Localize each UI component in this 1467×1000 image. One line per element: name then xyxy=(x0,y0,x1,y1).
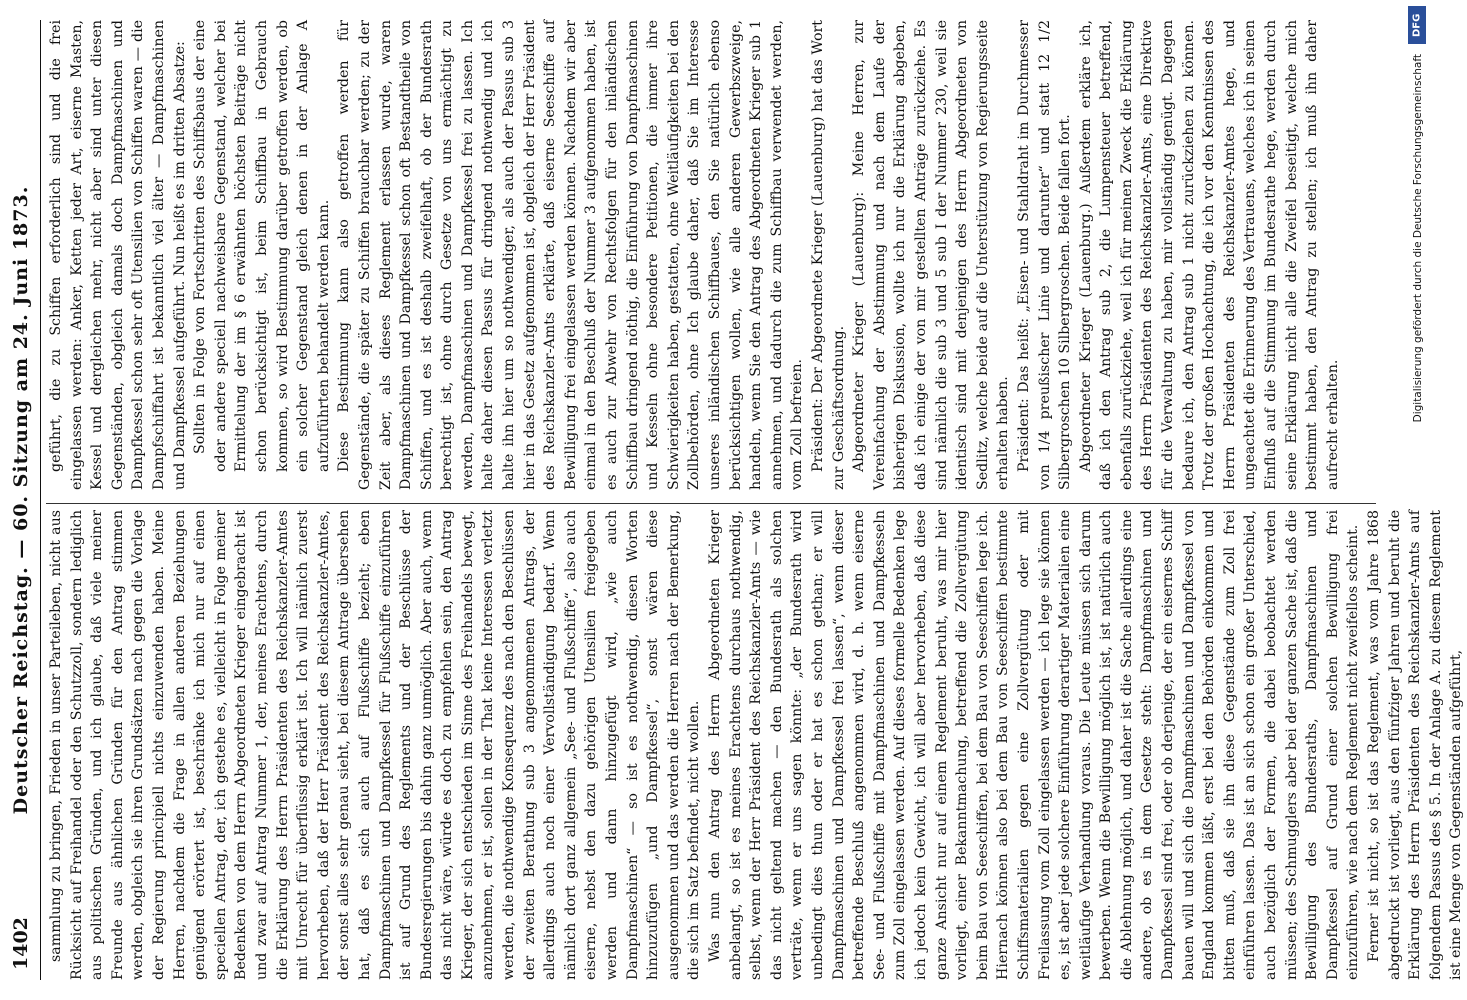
paragraph: sammlung zu bringen, Frieden in unser Parteileben, nicht aus Rücksicht auf Freihandel oder den Schutzzoll, sondern lediglich aus politischen Gründen, und ich glaube, daß viele meiner Freunde aus ähnlichen Gründen für den Antrag stimmen werden, obgleich sie ihren Grundsätzen nach gegen die Vorlage der Regierung principiell nichts einzuwenden haben. Meine Herren, nachdem die Frage in allen anderen Beziehungen genügend erörtert ist, beschränke ich mich nur auf einen speciellen Antrag, der, ich gestehe es, vielleicht in Folge meiner Bedenken von dem Herrn Abgeordneten Krieger eingebracht ist und zwar auf Antrag Nummer 1, der, meines Erachtens, durch die Erklärung des Herrn Präsidenten des Reichskanzler-Amtes mit Unrecht für überflüssig erklärt ist. Ich will nämlich zuerst hervorheben, daß der Herr Präsident des Reichskanzler-Amtes, der sonst alles sehr genau sieht, bei diesem Antrage übersehen hat, daß es sich auch auf Flußschiffe bezieht; eben Dampfmaschinen und Dampfkessel für Flußschiffe einzuführen ist auf Grund des Reglements und der Beschlüsse der Bundesregierungen bis dahin ganz unmöglich. Aber auch, wenn das nicht wäre, würde es doch zu empfehlen sein, den Antrag Krieger, der sich entschieden im Sinne des Freihandels bewegt, anzunehmen, er ist, sollen in der That keine Interessen verletzt werden, die nothwendige Konsequenz des nach den Beschlüssen der zweiten Berathung sub 3 angenommenen Antrags, der allerdings auch noch einer Vervollständigung bedarf. Wenn nämlich dort ganz allgemein „See- und Flußschiffe“, also auch eiserne, nebst den dazu gehörigen Utensilien freigegeben werden und dann hinzugefügt wird, „wie auch Dampfmaschinen“ — so ist es nothwendig, diesen Worten hinzuzufügen „und Dampfkessel“, sonst wären diese ausgenommen und das werden die Herren nach der Bemerkung, die sich im Satz befindet, nicht wollen. xyxy=(48,510,703,980)
paragraph: Präsident: Der Abgeordnete Krieger (Lauenburg) hat das Wort zur Geschäftsordnung. xyxy=(809,20,847,490)
column-divider xyxy=(46,503,1376,504)
paragraph: Präsident: Das heißt: „Eisen- und Stahldraht im Durchmesser von 1/4 preußischer Linie und darunter“ und statt 12 1/2 Silbergroschen 10 Silbergroschen. Beide fallen fort. xyxy=(1015,20,1074,490)
page-header xyxy=(8,20,38,980)
left-column xyxy=(46,510,1465,980)
dfg-logo-icon: DFG xyxy=(1408,6,1426,44)
paragraph: Was nun den Antrag des Herrn Abgeordneten Krieger anbelangt, so ist es meines Erachtens durchaus nothwendig, selbst, wenn der Herr Präsident des Reichskanzler-Amts — wie das nicht geltend machen — den Bundesrath als solchen verträte, wenn er uns sagen könnte: „der Bundesrath wird unbedingt dies thun oder er hat es schon gethan; er will Dampfmaschinen und Dampfkessel frei lassen“, wenn dieser betreffende Beschluß angenommen wird, d. h. wenn eiserne See- und Flußschiffe mit Dampfmaschinen und Dampfkesseln zum Zoll eingelassen werden. Auf dieses formelle Bedenken lege ich jedoch kein Gewicht, ich will aber hervorheben, daß diese ganze Ansicht nur auf einem Reglement beruht, was mir hier vorliegt, einer Bekanntmachung, betreffend die Zollvergütung beim Bau von Seeschiffen, bei dem Bau von Seeschiffen lege ich. Hiernach können also bei dem Bau von Seeschiffen bestimmte Schiffsmaterialien gegen eine Zollvergütung oder mit Freilassung vom Zoll eingelassen werden — ich lege sie können es, ist aber jede solchere Einführung derartiger Materialien eine weitläufige Verhandlung voraus. Die Leute müssen sich darum bewerben. Wenn die Bewilligung möglich ist, ist natürlich auch die Ablehnung möglich, und daher ist die Sache allerdings eine andere, ob es in dem Gesetze steht: Dampfmaschinen und Dampfkessel sind frei, oder ob derjenige, der ein eisernes Schiff bauen will und sich die Dampfmaschinen und Dampfkessel von England kommen läßt, erst bei den Behörden einkommen und bitten muß, daß sie ihn diese Gegenstände zum Zoll frei einführen lassen. Das ist an sich schon ein großer Unterschied, auch bezüglich der Formen, die dabei beobachtet werden müssen; des Schmugglers aber bei der ganzen Sache ist, daß die Bewilligung des Bundesraths, Dampfmaschinen und Dampfkessel auf Grund einer solchen Bewilligung frei einzuführen, wie nach dem Reglement nicht zweifellos scheint. xyxy=(707,510,1362,980)
paragraph: Diese Bestimmung kann also getroffen werden für Gegenstände, die später zu Schiffen brauchbar werden; zu der Zeit aber, als dieses Reglement erlassen wurde, waren Dampfmaschinen und Dampfkessel schon oft Bestandtheile von Schiffen, und es ist deshalb zweifelhaft, ob der Bundesrath berechtigt ist, ohne durch Gesetze von uns ermächtigt zu werden, Dampfmaschinen und Dampfkessel frei zu lassen. Ich halte daher diesen Passus für dringend nothwendig und ich halte ihn hier um so nothwendiger, als auch der Passus sub 3 hier in das Gesetz aufgenommen ist, obgleich der Herr Präsident des Reichskanzler-Amts erklärte, daß eiserne Seeschiffe auf Bewilligung frei eingelassen werden können. Nachdem wir aber einmal in den Beschluß der Nummer 3 aufgenommen haben, ist es auch zur Abwehr von Rechtsfolgen für den inländischen Schiffbau dringend nöthig, die Einführung von Dampfmaschinen und Kesseln ohne besondere Petitionen, die immer ihre Schwierigkeiten haben, gestatten, ohne Weitläufigkeiten bei den Zollbehörden, ohne Ich glaube daher, daß Sie im Interesse unseres inländischen Schiffbaues, den Sie natürlich ebenso berücksichtigen wollen, wie alle anderen Gewerbszweige, handeln, wenn Sie den Antrag des Abgeordneten Krieger sub 1 annehmen, und dadurch die zum Schiffbau verwendet werden, vom Zoll befreien. xyxy=(336,20,806,490)
running-title: Deutscher Reichstag. — 60. Sitzung am 24. Juni 1873. xyxy=(10,185,32,815)
right-column xyxy=(46,20,1386,490)
paragraph: Abgeordneter Krieger (Lauenburg.) Außerdem erkläre ich, daß ich den Antrag sub 2, die Lumpensteuer betreffend, ebenfalls zurückziehe, weil ich für meinen Zweck die Erklärung des Herrn Präsidenten des Reichskanzler-Amts, eine Direktive für die Verwaltung zu haben, mir vollständig genügt. Dagegen bedaure ich, den Antrag sub 1 nicht zurückziehen zu können. Trotz der großen Hochachtung, die ich vor den Kenntnissen des Herrn Präsidenten des Reichskanzler-Amtes hege, und ungeachtet die Erinnerung des Vertrauens, welches ich in seinen Einfluß auf die Stimmung im Bundesrathe hege, werden durch seine Erklärung nicht alle die Zweifel beseitigt, welche mich bestimmt haben, den Antrag zu stellen; ich muß ihn daher aufrecht erhalten. xyxy=(1077,20,1341,490)
quoted-paragraph: Sollten in Folge von Fortschritten des Schiffsbaus der eine oder andere speciell nachweisbare Gegenstand, welcher bei Ermittelung der im § 6 erwähnten höchsten Beiträge nicht schon berücksichtigt ist, beim Schiffbau in Gebrauch kommen, so wird Bestimmung darüber getroffen werden, ob ein solcher Gegenstand gleich denen in der Anlage A aufzuführten behandelt werden kann. xyxy=(192,20,332,472)
paragraph: Ferner ist nicht, so ist das Reglement, was vom Jahre 1868 abgedruckt ist vorliegt, aus den fünfziger Jahren und beruht die Erklärung des Herrn Präsidenten des Reichskanzler-Amts auf folgendem Passus des § 5. In der Anlage A. zu diesem Reglement ist eine Menge von Gegenständen aufgeführt, xyxy=(1366,510,1465,980)
header-rule xyxy=(40,20,41,980)
paragraph: geführt, die zu Schiffen erforderlich sind und die frei eingelassen werden: Anker, Ketten jeder Art, eiserne Masten, Kessel und dergleichen mehr, nicht aber sind unter diesen Gegenständen, obgleich damals doch Dampfmaschinen und Dampfkessel schon sehr oft Utensilien von Schiffen waren — die Dampfschiffahrt ist bekanntlich viel älter — Dampfmaschinen und Dampfkessel aufgeführt. Nun heißt es im dritten Absatze: xyxy=(48,20,188,490)
funding-credit: Digitalisierung gefördert durch die Deutsche Forschungsgemeinschaft xyxy=(1412,54,1424,423)
paragraph: Abgeordneter Krieger (Lauenburg): Meine Herren, zur Vereinfachung der Abstimmung und nach dem Laufe der bisherigen Diskussion, wollte ich nur die Erklärung abgeben, daß ich einige der von mir gestellten Anträge zurückziehe. Es sind nämlich die sub 3 und 5 sub I der Nummer 230, weil sie identisch sind mit denjenigen des Herrn Abgeordneten von Sedlitz, welche beide auf die Unterstützung von Regierungsseite erhalten haben. xyxy=(851,20,1012,490)
page-number: 1402 xyxy=(10,917,32,970)
digitization-sidebar xyxy=(1404,0,1430,1000)
